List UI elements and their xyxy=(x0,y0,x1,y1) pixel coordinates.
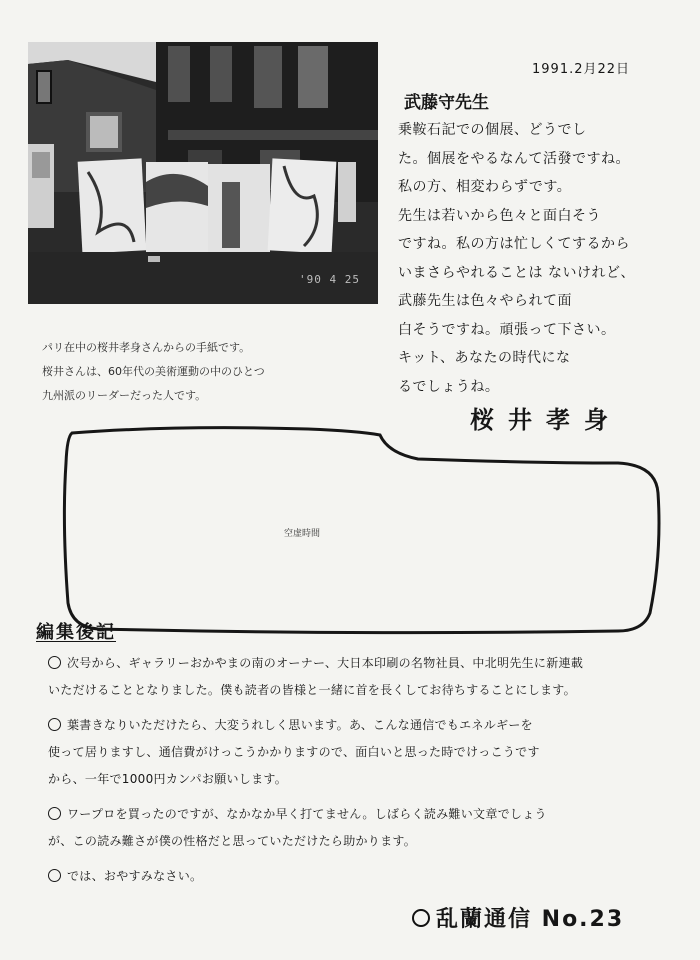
circle-bullet-icon xyxy=(48,869,61,882)
caption-line: パリ在中の桜井孝身さんからの手紙です。 xyxy=(42,341,251,354)
caption-line: 桜井さんは、60年代の美術運動の中のひとつ xyxy=(42,365,265,378)
note-line: が、この読み難さが僕の性格だと思っていただけたら助かります。 xyxy=(48,834,417,848)
photo-illustration xyxy=(28,42,378,304)
letter-line: た。個展をやるなんて活發ですね。 xyxy=(398,150,630,167)
note-line: では、おやすみなさい。 xyxy=(67,869,203,883)
letter-line: いまさらやれることは ないけれど、 xyxy=(398,264,635,281)
letter-line: キット、あなたの時代にな xyxy=(398,350,571,366)
blank-frame-outline xyxy=(58,423,668,637)
note-line: 使って居りますし、通信費がけっこうかかりますので、面白いと思った時でけっこうです xyxy=(48,745,540,759)
letter-line: 私の方、相変わらずです。 xyxy=(398,179,572,195)
notes-heading: 編集後記 xyxy=(36,622,116,643)
newsletter-title xyxy=(412,902,624,933)
letter-line: 白そうですね。頑張って下さい。 xyxy=(398,321,616,338)
editor-notes xyxy=(48,650,688,898)
note-line: 葉書きなりいただけたら、大変うれしく思います。あ、こんな通信でもエネルギーを xyxy=(67,718,533,732)
note-item xyxy=(48,712,688,793)
letter-line: ですね。私の方は忙しくてするから xyxy=(398,236,630,252)
note-item xyxy=(48,650,688,704)
note-line: いただけることとなりました。僕も読者の皆様と一緒に首を長くしてお待ちすることにします。 xyxy=(48,683,576,697)
note-item xyxy=(48,801,688,855)
note-item xyxy=(48,863,688,890)
letter-signature: 桜井孝身 xyxy=(470,406,622,434)
letter-date: 1991.2月22日 xyxy=(532,62,631,77)
circle-bullet-icon xyxy=(48,807,61,820)
letter-salutation: 武藤守先生 xyxy=(404,93,489,113)
letter-line: 武藤先生は色々やられて面 xyxy=(398,293,572,309)
note-line: から、一年で1000円カンパお願いします。 xyxy=(48,772,288,786)
caption-line: 九州派のリーダーだった人です。 xyxy=(42,389,207,402)
photo-date-stamp: '90 4 25 xyxy=(299,273,360,286)
letter-line: 先生は若いから色々と面白そう xyxy=(398,207,601,224)
letter-line: るでしょうね。 xyxy=(398,378,500,395)
note-line: 次号から、ギャラリーおかやまの南のオーナー、大日本印刷の名物社員、中北明先生に新連載 xyxy=(67,656,584,670)
circle-bullet-icon xyxy=(48,718,61,731)
note-line: ワープロを買ったのですが、なかなか早く打てません。しばらく読み難い文章でしょう xyxy=(67,807,547,821)
street-photo xyxy=(28,42,378,304)
letter-body xyxy=(398,116,678,401)
photo-caption xyxy=(42,336,372,408)
newsletter-title-text: 乱蘭通信 No.23 xyxy=(436,907,625,932)
letter-line: 乗鞍石記での個展、どうでし xyxy=(398,122,587,138)
blank-frame-label: 空虚時間 xyxy=(284,529,321,539)
circle-bullet-icon xyxy=(48,656,61,669)
circle-mark-icon xyxy=(412,909,430,927)
